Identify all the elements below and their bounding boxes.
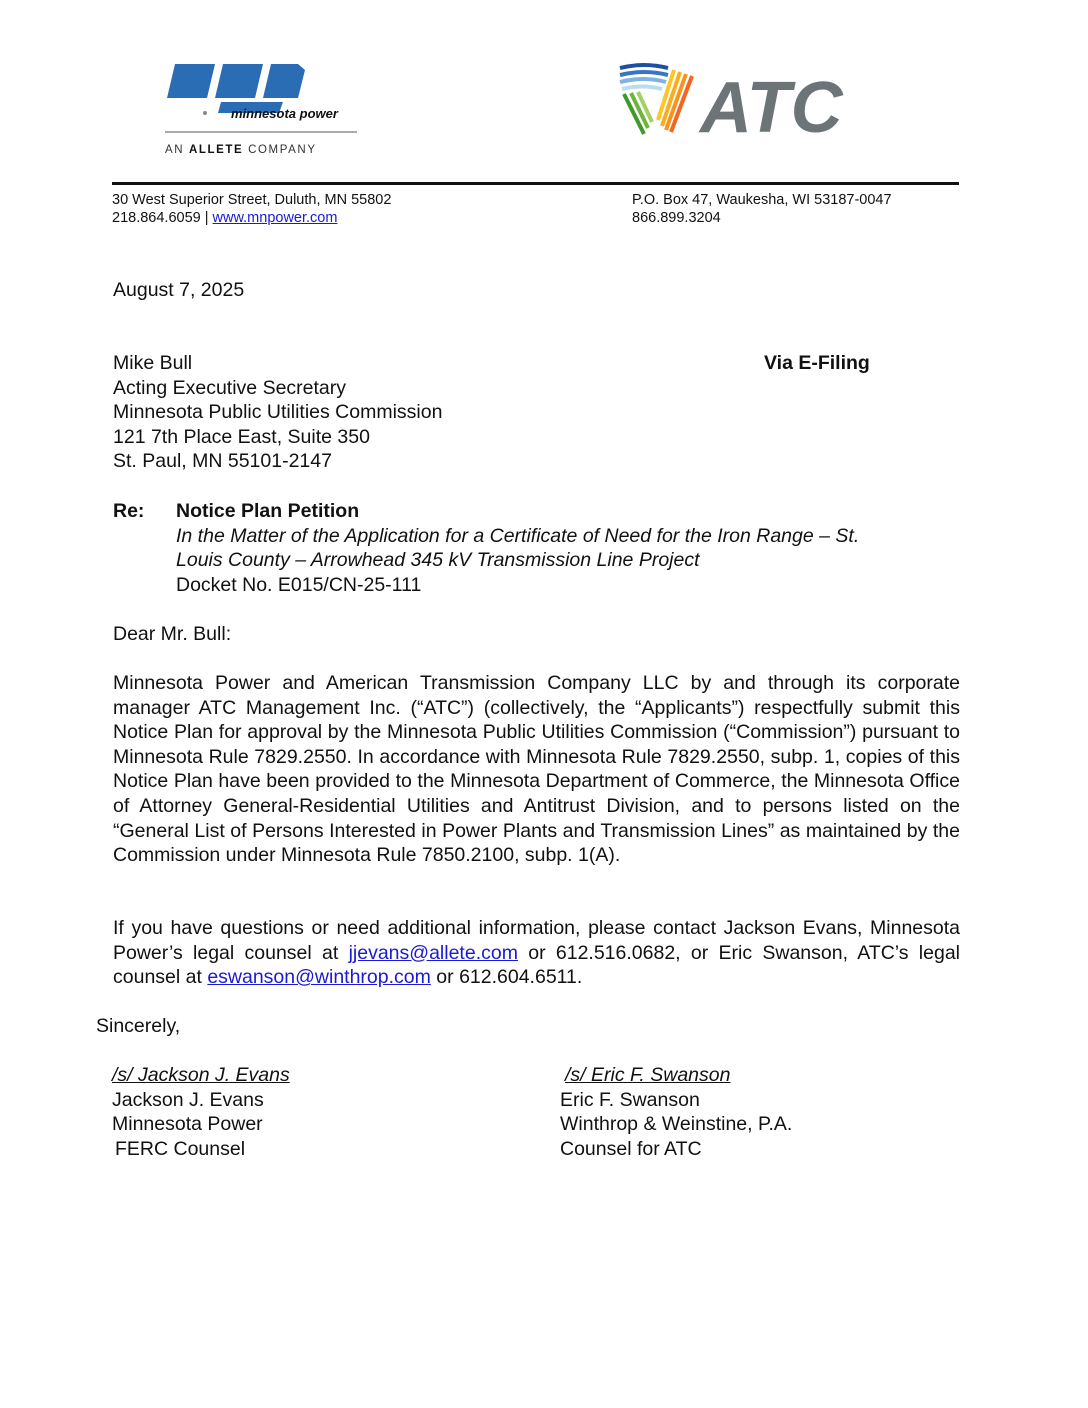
signatory-role: Counsel for ATC	[560, 1137, 702, 1160]
re-label: Re:	[113, 500, 145, 522]
mp-website-link[interactable]: www.mnpower.com	[212, 210, 338, 226]
mp-contact	[112, 209, 391, 227]
body-paragraph-1: Minnesota Power and American Transmission Company LLC by and through its corporate manager ATC Management Inc. (“ATC”) (collectively, the “Applicants”) respectfully submit this Notice Plan for approval by the Minnesota Public Utilities Commission (“Commission”) pursuant to Minnesota Rule 7829.2550. In accordance with Minnesota Rule 7829.2550, subp. 1, copies of this Notice Plan have been provided to the Minnesota Department of Commerce, the Minnesota Office of Attorney General-Residential Utilities and Antitrust Division, and to persons listed on the “General List of Persons Interested in Power Plants and Transmission Lines” as maintained by the Commission under Minnesota Rule 7850.2100, subp. 1(A).	[113, 672, 960, 867]
minnesota-power-address	[112, 191, 391, 227]
minnesota-power-logo	[163, 58, 363, 158]
recipient-street: 121 7th Place East, Suite 350	[113, 425, 370, 448]
email-link-jjevans[interactable]: jjevans@allete.com	[348, 941, 518, 964]
salutation: Dear Mr. Bull:	[113, 623, 232, 645]
signatory-org: Winthrop & Weinstine, P.A.	[560, 1113, 793, 1136]
atc-address	[632, 191, 892, 227]
recipient-title: Acting Executive Secretary	[113, 376, 347, 399]
letter-date: August 7, 2025	[113, 279, 245, 301]
mp-phone: 218.864.6059 |	[112, 210, 213, 226]
letterhead-divider	[112, 182, 959, 185]
signatory-role: FERC Counsel	[115, 1137, 246, 1160]
re-matter-line2: Louis County – Arrowhead 345 kV Transmission Line Project	[176, 549, 700, 572]
svg-text:AN ALLETE COMPANY: AN ALLETE COMPANY	[165, 144, 317, 156]
closing: Sincerely,	[96, 1015, 181, 1037]
p2-text-2: or 612.516.0682, or Eric Swanson, ATC’s legal counsel at	[113, 941, 960, 989]
e-signature-evans: /s/ Jackson J. Evans	[112, 1064, 290, 1086]
recipient-city: St. Paul, MN 55101-2147	[113, 450, 332, 473]
re-docket: Docket No. E015/CN-25-111	[176, 573, 422, 596]
p2-text-1: If you have questions or need additional information, please contact Jackson Evans, Minnesota Power’s legal counsel at	[113, 917, 960, 964]
atc-logo-icon	[616, 62, 846, 142]
minnesota-power-logo-icon	[163, 58, 363, 158]
atc-logo	[616, 62, 846, 142]
signatory-name: Eric F. Swanson	[560, 1088, 700, 1111]
signatory-name: Jackson J. Evans	[112, 1088, 264, 1111]
mp-street: 30 West Superior Street, Duluth, MN 55802	[112, 192, 392, 208]
re-subject: Notice Plan Petition	[176, 500, 360, 522]
recipient-name: Mike Bull	[113, 352, 193, 374]
signatory-org: Minnesota Power	[112, 1113, 263, 1136]
atc-phone: 866.899.3204	[632, 210, 721, 226]
e-signature-swanson: /s/ Eric F. Swanson	[565, 1064, 731, 1086]
svg-text:ATC: ATC	[700, 68, 843, 142]
email-link-eswanson[interactable]: eswanson@winthrop.com	[207, 966, 431, 989]
signature-block-evans	[112, 1063, 290, 1161]
recipient-block	[113, 351, 442, 474]
recipient-org: Minnesota Public Utilities Commission	[113, 401, 443, 424]
re-matter-line1: In the Matter of the Application for a Certificate of Need for the Iron Range – St.	[176, 524, 860, 547]
re-block	[176, 499, 966, 597]
signature-block-swanson	[560, 1063, 792, 1161]
body-paragraph-2	[113, 916, 960, 990]
delivery-method: Via E-Filing	[764, 352, 870, 374]
svg-text:minnesota power: minnesota power	[231, 106, 338, 121]
atc-po-box: P.O. Box 47, Waukesha, WI 53187-0047	[632, 192, 892, 208]
p2-text-3: or 612.604.6511.	[430, 966, 583, 989]
